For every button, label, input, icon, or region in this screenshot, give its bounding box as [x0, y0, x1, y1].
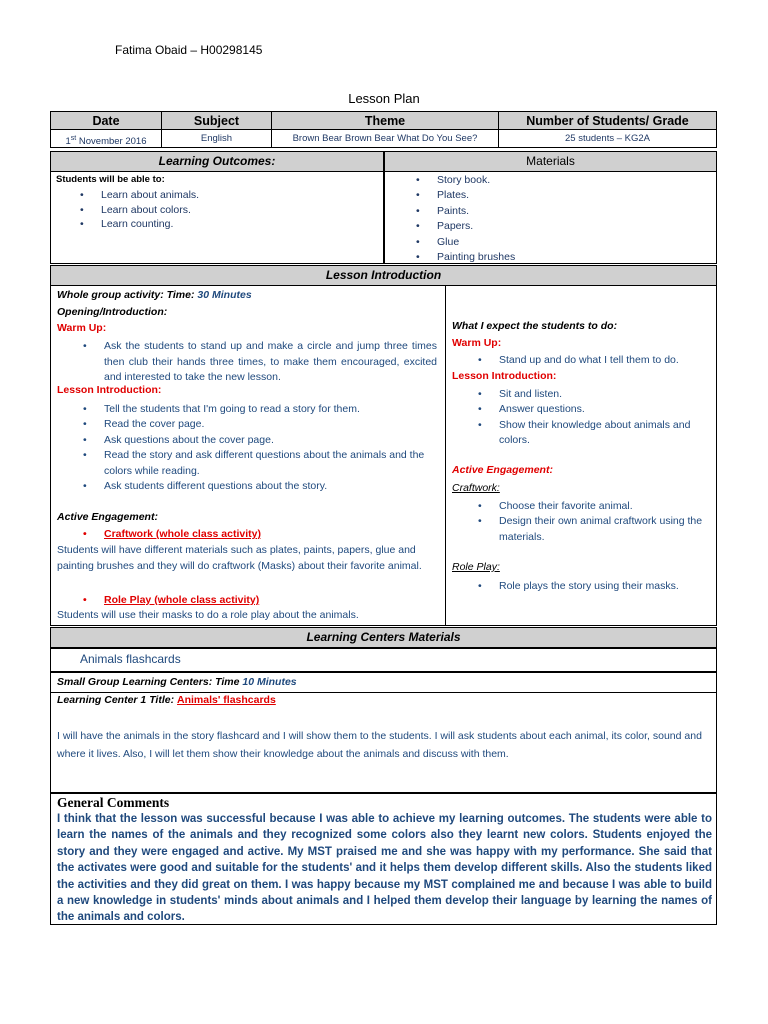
r-roleplay-label: Role Play:: [452, 561, 500, 573]
list-item: • Paints.: [412, 204, 702, 219]
materials-list: [412, 173, 702, 265]
expect-label: What I expect the students to do:: [452, 320, 618, 332]
r-craftwork-label: Craftwork:: [452, 482, 500, 494]
warmup-label: Warm Up:: [57, 322, 107, 334]
small-group-line: Small Group Learning Centers: Time 10 Minutes: [57, 676, 297, 688]
list-item: • Learn about animals.: [76, 188, 366, 203]
list-item: • Tell the students that I'm going to read a story for them.: [79, 402, 437, 417]
outcomes-list: [76, 188, 366, 232]
list-item: • Choose their favorite animal.: [474, 499, 714, 514]
lesson-intro-label: Lesson Introduction:: [57, 384, 162, 396]
craftwork-list: [79, 528, 437, 540]
list-item: • Learn counting.: [76, 217, 366, 232]
r-craftwork-list: [474, 499, 714, 545]
list-item: • Ask questions about the cover page.: [79, 433, 437, 448]
outcomes-body: [50, 171, 384, 264]
date-header: Date: [50, 111, 162, 130]
document-title: Lesson Plan: [348, 91, 420, 106]
roleplay-list: [79, 594, 437, 606]
list-item: • Role plays the story using their masks.: [474, 580, 714, 592]
theme-header: Theme: [271, 111, 499, 130]
list-item: • Learn about colors.: [76, 203, 366, 218]
students-value: 25 students – KG2A: [498, 129, 717, 148]
students-header: Number of Students/ Grade: [498, 111, 717, 130]
list-item: • Papers.: [412, 219, 702, 234]
center1-block: [50, 692, 717, 793]
materials-body: [384, 171, 717, 264]
lesson-intro-right: [445, 285, 717, 626]
active-engagement-label: Active Engagement:: [57, 511, 158, 523]
centers-material: Animals flashcards: [80, 652, 181, 666]
lesson-intro-list: [79, 402, 437, 494]
author-line: Fatima Obaid – H00298145: [115, 43, 263, 57]
subject-header: Subject: [161, 111, 272, 130]
craftwork-link[interactable]: • Craftwork (whole class activity): [79, 528, 437, 540]
r-intro-label: Lesson Introduction:: [452, 370, 557, 382]
list-item: • Story book.: [412, 173, 702, 188]
date-value: 1st November 2016: [50, 129, 162, 148]
subject-value: English: [161, 129, 272, 148]
small-group-row: [50, 672, 717, 693]
r-intro-list: [474, 387, 714, 449]
list-item: • Read the cover page.: [79, 417, 437, 432]
lesson-intro-left: [50, 285, 446, 626]
outcomes-intro: Students will be able to:: [56, 174, 165, 185]
comments-title: General Comments: [57, 795, 170, 810]
outcomes-header: Learning Outcomes:: [50, 151, 384, 172]
list-item: • Sit and listen.: [474, 387, 714, 402]
list-item: • Design their own animal craftwork using the materials.: [474, 514, 714, 545]
theme-value: Brown Bear Brown Bear What Do You See?: [271, 129, 499, 148]
list-item: • Show their knowledge about animals and colors.: [474, 418, 714, 449]
centers-material-row: [50, 648, 717, 672]
list-item: • Read the story and ask different questions about the animals and the colors while reading.: [79, 448, 437, 479]
list-item: • Ask the students to stand up and make a circle and jump three times then club their hands three times, to make them encouraged, excited and interested to take the new lesson.: [79, 339, 437, 386]
roleplay-text: Students will use their masks to do a role play about the animals.: [57, 609, 359, 621]
r-active-label: Active Engagement:: [452, 464, 553, 476]
r-roleplay-list: [474, 580, 714, 592]
list-item: • Plates.: [412, 188, 702, 203]
whole-group-line: Whole group activity: Time: 30 Minutes: [57, 289, 252, 301]
center1-title-line: Learning Center 1 Title: Animals' flashcards: [57, 694, 276, 706]
list-item: • Painting brushes: [412, 250, 702, 265]
lesson-intro-header: Lesson Introduction: [50, 265, 717, 286]
r-warmup-list: [474, 354, 714, 366]
list-item: • Ask students different questions about the story.: [79, 479, 437, 494]
comments-text: I think that the lesson was successful because I was able to achieve my learning outcomes. The students were able to learn the names of the animals and they recognized some colors also they learnt new colors. Students enjoyed the story and they were engaged and active. My MST praised me and she was happy with my performance. She said that the activates were good and suitable for the students' and it helps them develop different skills. Also the students liked the activities and they did great on them. I was happy because my MST complained me and because I was able to build a new knowledge in students' minds about animals and I helped them develop their language by learning the names of the animals and colors.: [57, 813, 712, 924]
center1-text: I will have the animals in the story flashcard and I will show them to the students. I will ask students about each animal, its color, sound and where it lives. Also, I will let them show their knowledge about the animals and discuss with them.: [57, 730, 702, 760]
list-item: • Stand up and do what I tell them to do.: [474, 354, 714, 366]
list-item: • Glue: [412, 235, 702, 250]
opening-label: Opening/Introduction:: [57, 306, 168, 318]
centers-header: Learning Centers Materials: [50, 627, 717, 648]
roleplay-link[interactable]: • Role Play (whole class activity): [79, 594, 437, 606]
warmup-list: [79, 339, 437, 386]
comments-block: [50, 793, 717, 925]
list-item: • Answer questions.: [474, 402, 714, 417]
r-warmup-label: Warm Up:: [452, 337, 502, 349]
craftwork-text: Students will have different materials such as plates, paints, papers, glue and painting brushes and they will do craftwork (Masks) about their favorite animal.: [57, 544, 422, 572]
materials-header: Materials: [384, 151, 717, 172]
